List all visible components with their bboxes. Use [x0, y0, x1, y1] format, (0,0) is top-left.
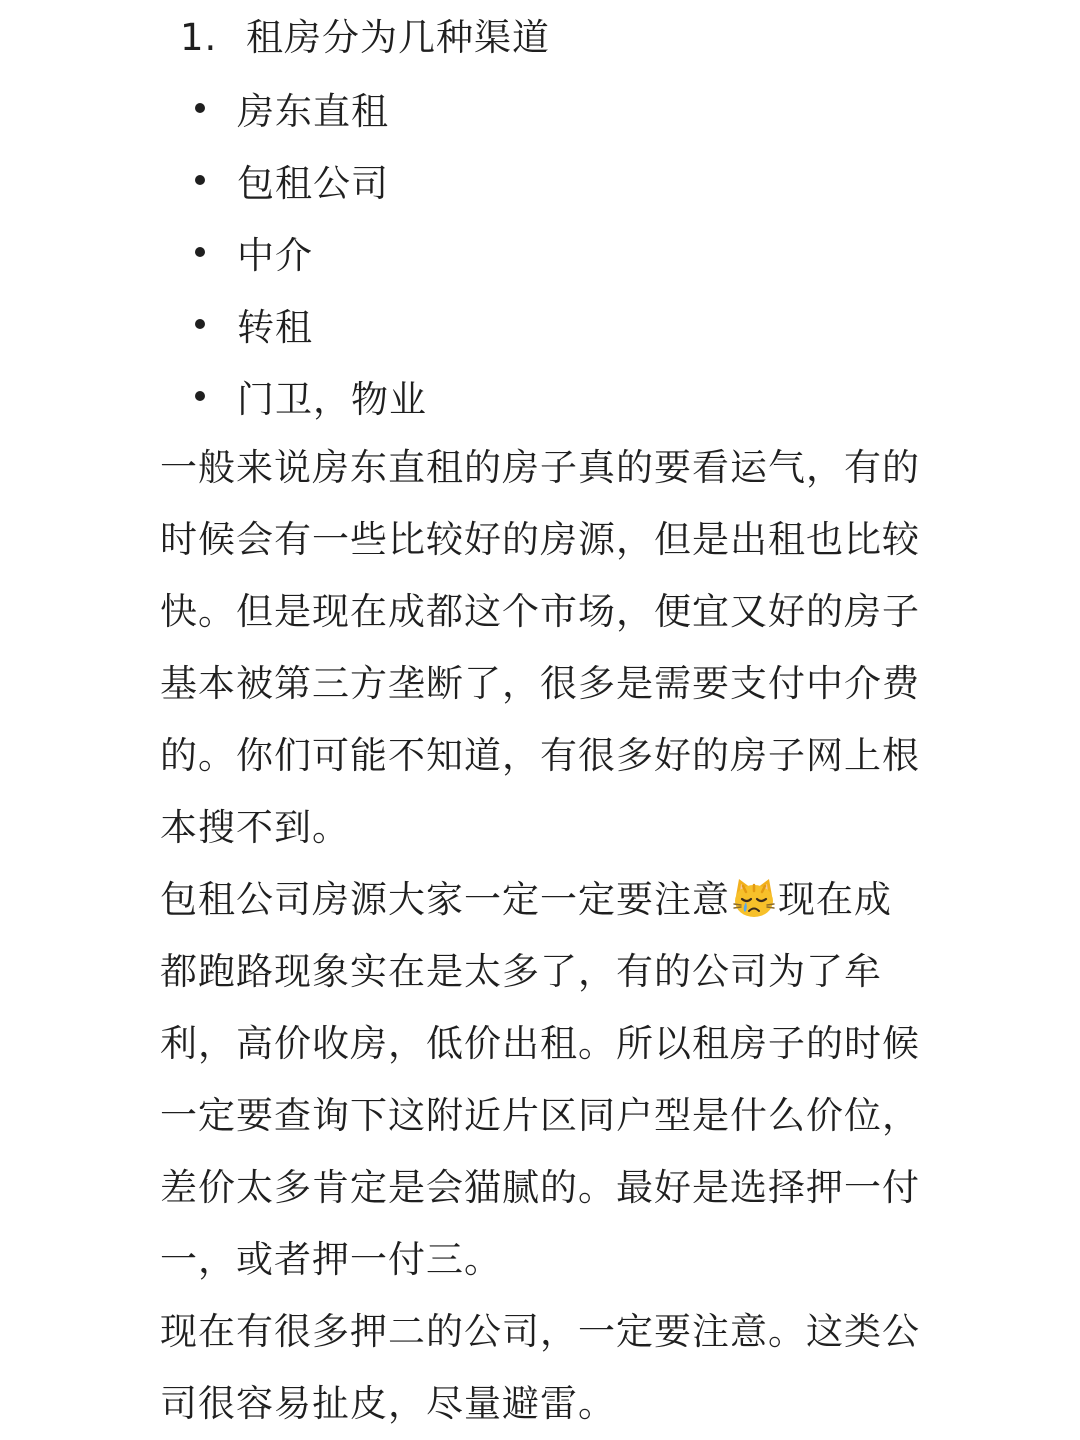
list-item [195, 288, 427, 360]
list-item-text: 房东直租 [237, 90, 389, 133]
list-item-text: 中介 [237, 234, 313, 277]
list-item [195, 360, 427, 432]
list-item-text: 门卫，物业 [237, 378, 427, 421]
bullet-icon [195, 319, 205, 329]
crying-cat-face-icon [732, 878, 776, 918]
paragraph-rental-company [160, 864, 920, 1296]
paragraph-deposit-warning: 现在有很多押二的公司，一定要注意。这类公司很容易扯皮，尽量避雷。 [160, 1310, 920, 1425]
list-heading-text: 租房分为几种渠道 [246, 16, 550, 59]
list-item [195, 216, 427, 288]
bullet-icon [195, 391, 205, 401]
paragraph-text-rest: 现在成都跑路现象实在是太多了，有的公司为了牟利，高价收房，低价出租。所以租房子的时候一定要查询下这附近片区同户型是什么价位，差价太多肯定是会猫腻的。最好是选择押一付一，或者押一付三。 [160, 878, 920, 1281]
list-item [195, 144, 427, 216]
bullet-icon [195, 103, 205, 113]
paragraph-text-start: 包租公司房源大家一定一定要注意 [160, 878, 730, 921]
paragraph-landlord: 一般来说房东直租的房子真的要看运气，有的时候会有一些比较好的房源，但是出租也比较快。但是现在成都这个市场，便宜又好的房子基本被第三方垄断了，很多是需要支付中介费的。你们可能不知道，有很多好的房子网上根本搜不到。 [160, 446, 920, 849]
list-item-text: 包租公司 [237, 162, 389, 205]
list-item [195, 72, 427, 144]
list-item-text: 转租 [237, 306, 313, 349]
list-number: 1. [180, 16, 218, 59]
channel-list [195, 72, 427, 432]
bullet-icon [195, 175, 205, 185]
list-heading [180, 10, 550, 66]
bullet-icon [195, 247, 205, 257]
